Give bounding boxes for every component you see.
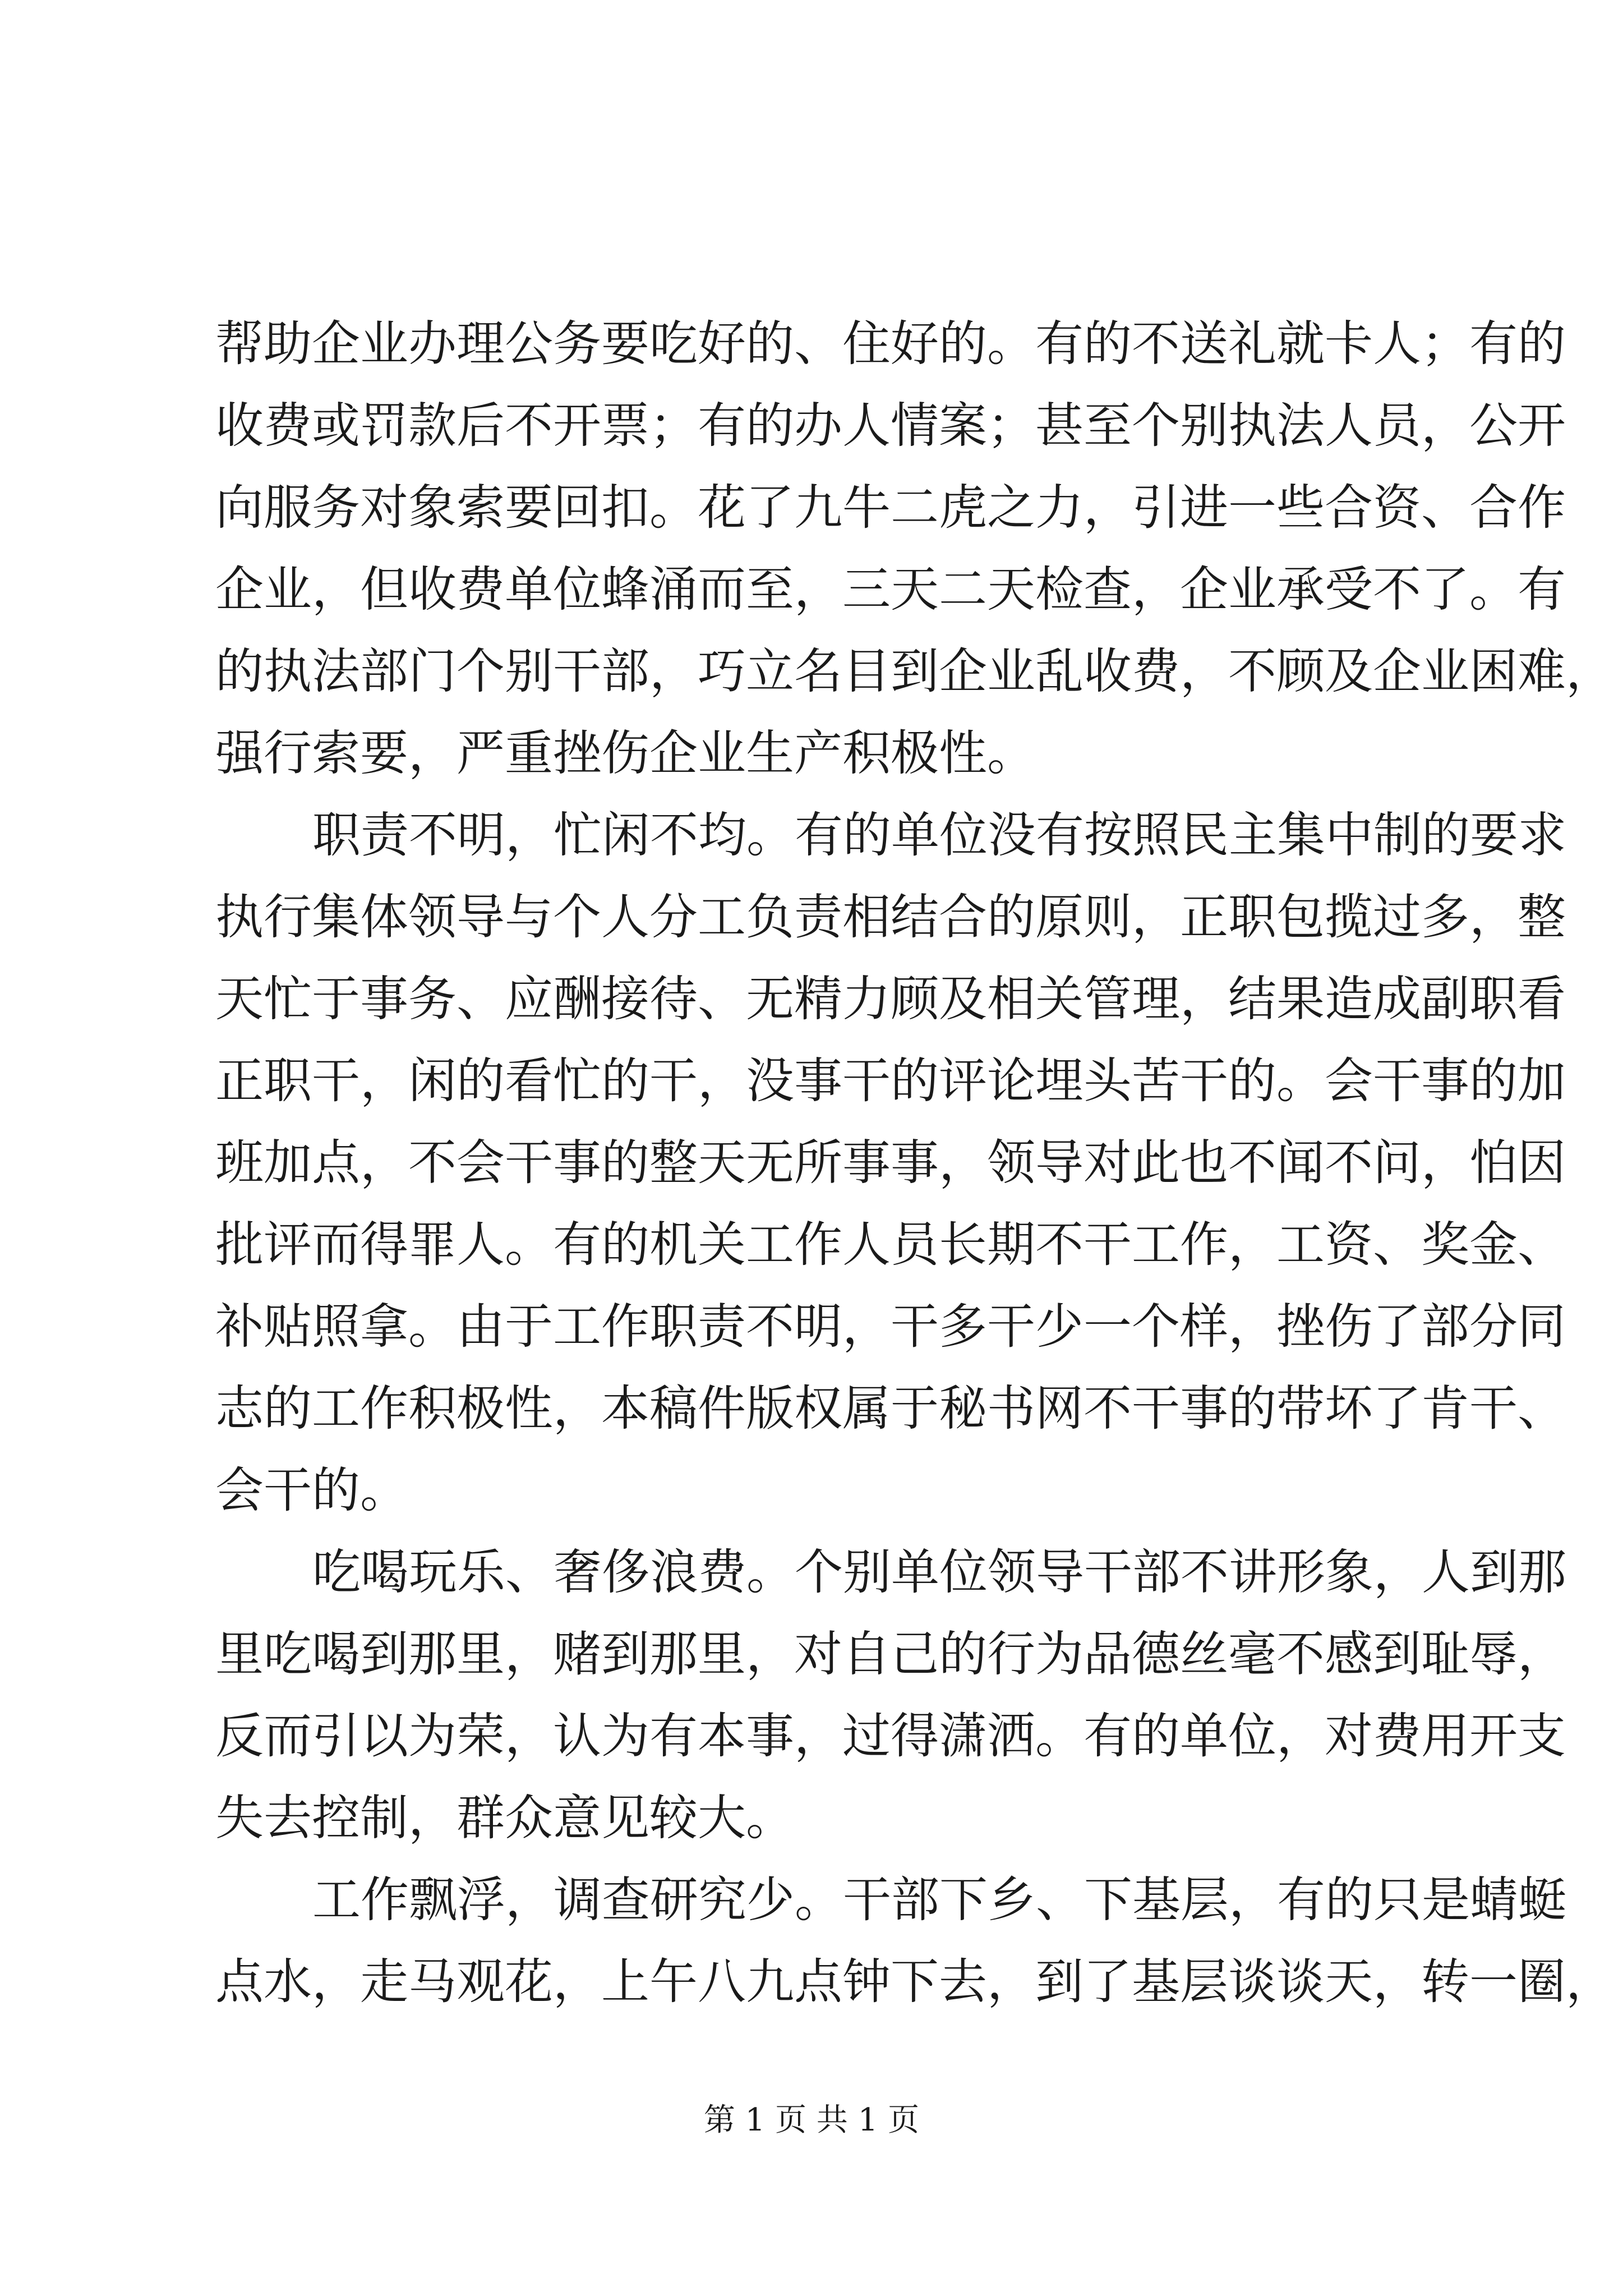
text-line: 补贴照拿。由于工作职责不明，干多干少一个样，挫伤了部分同 [215, 1299, 1566, 1355]
text-line: 企业，但收费单位蜂涌而至，三天二天检查，企业承受不了。有 [215, 562, 1566, 618]
text-line: 会干的。 [215, 1462, 408, 1519]
text-line: 班加点，不会干事的整天无所事事，领导对此也不闻不问，怕因 [215, 1135, 1566, 1191]
text-line: 点水，走马观花，上午八九点钟下去，到了基层谈谈天，转一圈， [215, 1954, 1614, 2010]
text-line: 执行集体领导与个人分工负责相结合的原则，正职包揽过多，整 [215, 889, 1566, 945]
text-line: 反而引以为荣，认为有本事，过得潇洒。有的单位，对费用开支 [215, 1708, 1566, 1764]
text-line: 志的工作积极性，本稿件版权属于秘书网不干事的带坏了肯干、 [215, 1381, 1566, 1437]
text-line: 里吃喝到那里，赌到那里，对自己的行为品德丝毫不感到耻辱， [215, 1626, 1566, 1682]
text-line: 帮助企业办理公务要吃好的、住好的。有的不送礼就卡人；有的 [215, 316, 1566, 372]
text-line: 收费或罚款后不开票；有的办人情案；甚至个别执法人员，公开 [215, 398, 1566, 454]
text-line: 向服务对象索要回扣。花了九牛二虎之力，引进一些合资、合作 [215, 480, 1566, 536]
text-line: 吃喝玩乐、奢侈浪费。个别单位领导干部不讲形象，人到那 [312, 1544, 1566, 1600]
page-number: 第 1 页 共 1 页 [703, 2102, 920, 2138]
text-line: 天忙于事务、应酬接待、无精力顾及相关管理，结果造成副职看 [215, 971, 1566, 1027]
text-line: 批评而得罪人。有的机关工作人员长期不干工作，工资、奖金、 [215, 1217, 1566, 1273]
page-footer [0, 2101, 1623, 2140]
document-body [215, 303, 1614, 2023]
text-line: 职责不明，忙闲不均。有的单位没有按照民主集中制的要求 [312, 807, 1566, 863]
text-line: 强行索要，严重挫伤企业生产积极性。 [215, 725, 1035, 781]
text-line: 正职干，闲的看忙的干，没事干的评论埋头苦干的。会干事的加 [215, 1053, 1566, 1109]
text-line: 工作飘浮，调查研究少。干部下乡、下基层，有的只是蜻蜓 [312, 1872, 1566, 1928]
text-line: 失去控制，群众意见较大。 [215, 1790, 794, 1846]
text-line: 的执法部门个别干部，巧立名目到企业乱收费，不顾及企业困难， [215, 643, 1614, 700]
